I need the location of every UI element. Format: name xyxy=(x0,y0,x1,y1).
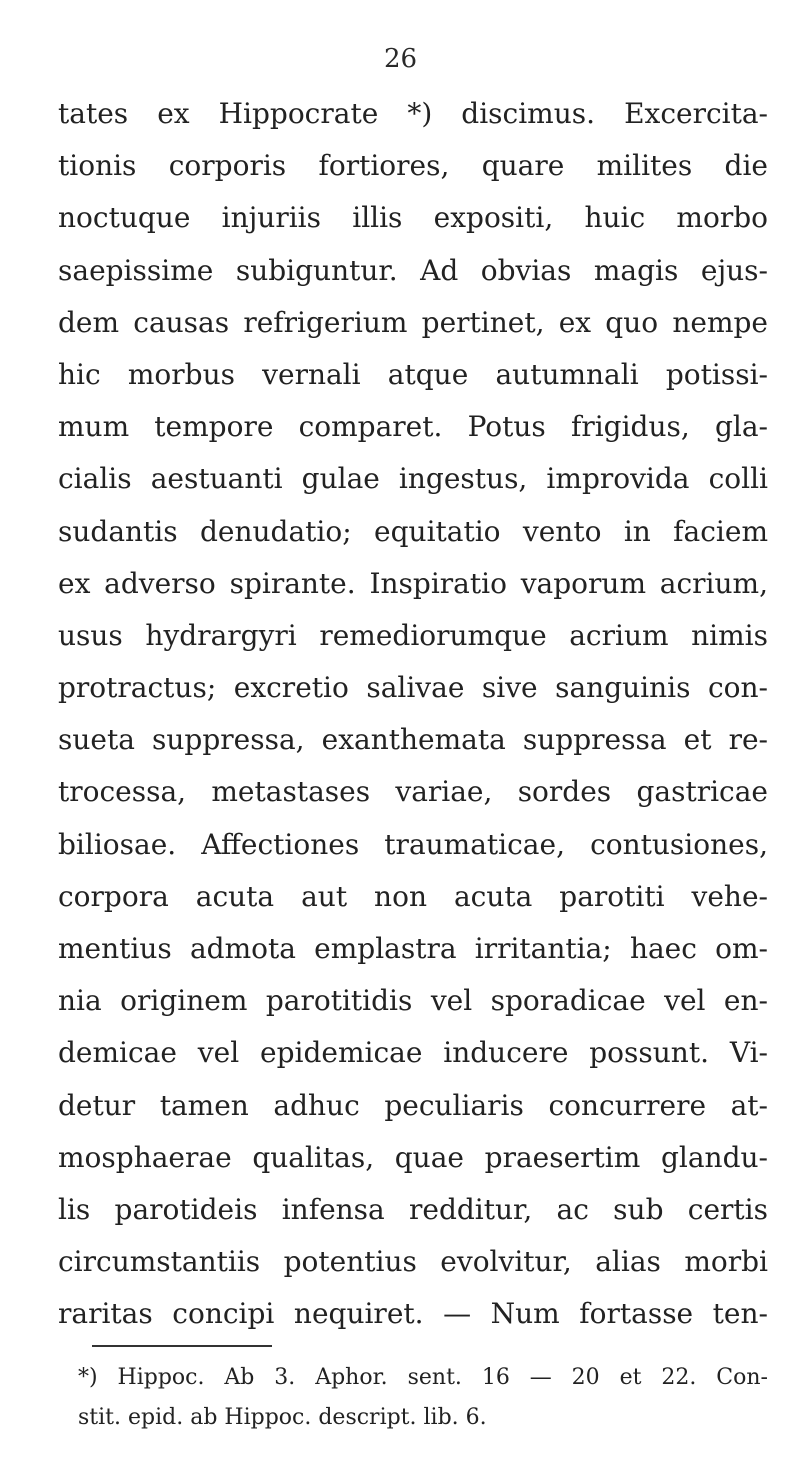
text-line: trocessa, metastases variae, sordes gastricae xyxy=(58,775,768,809)
text-line: circumstantiis potentius evolvitur, alias morbi xyxy=(58,1245,768,1279)
text-line: mosphaerae qualitas, quae praesertim glandu- xyxy=(58,1140,768,1174)
text-line: tionis corporis fortiores, quare milites die xyxy=(58,149,768,183)
text-line: noctuque injuriis illis expositi, huic morbo xyxy=(58,201,768,235)
text-line: sudantis denudatio; equitatio vento in faciem xyxy=(58,514,768,548)
text-line: mentius admota emplastra irritantia; haec om- xyxy=(58,932,768,965)
text-line: hic morbus vernali atque autumnali potissi- xyxy=(58,357,768,391)
footnote-line: *) Hippoc. Ab 3. Aphor. sent. 16 — 20 et 22. Con- xyxy=(78,1365,768,1390)
footnote-line: stit. epid. ab Hippoc. descript. lib. 6. xyxy=(78,1405,487,1430)
footnote-divider xyxy=(92,1345,272,1347)
text-line: protractus; excretio salivae sive sanguinis con- xyxy=(58,671,768,705)
text-line: mum tempore comparet. Potus frigidus, gla- xyxy=(58,410,768,444)
text-line: cialis aestuanti gulae ingestus, improvida colli xyxy=(58,462,768,496)
text-line: lis parotideis infensa redditur, ac sub certis xyxy=(58,1192,768,1226)
text-line: ex adverso spirante. Inspiratio vaporum acrium, xyxy=(58,566,768,600)
body-text xyxy=(58,88,768,1341)
text-line: detur tamen adhuc peculiaris concurrere at- xyxy=(58,1088,768,1122)
text-line: biliosae. Affectiones traumaticae, contusiones, xyxy=(58,827,768,861)
page-number: 26 xyxy=(383,44,418,74)
text-line: tates ex Hippocrate *) discimus. Excercita- xyxy=(58,97,768,130)
text-line: usus hydrargyri remediorumque acrium nimis xyxy=(58,618,768,652)
text-line: nia originem parotitidis vel sporadicae vel en- xyxy=(58,984,768,1018)
footnote xyxy=(78,1358,768,1438)
text-line: corpora acuta aut non acuta parotiti vehe- xyxy=(58,879,768,913)
text-line: saepissime subiguntur. Ad obvias magis ejus- xyxy=(58,253,768,287)
text-line: demicae vel epidemicae inducere possunt. Vi- xyxy=(58,1036,768,1070)
text-line: dem causas refrigerium pertinet, ex quo nempe xyxy=(58,305,768,339)
text-line: sueta suppressa, exanthemata suppressa et re- xyxy=(58,723,768,757)
text-line: raritas concipi nequiret. — Num fortasse ten- xyxy=(58,1297,768,1331)
